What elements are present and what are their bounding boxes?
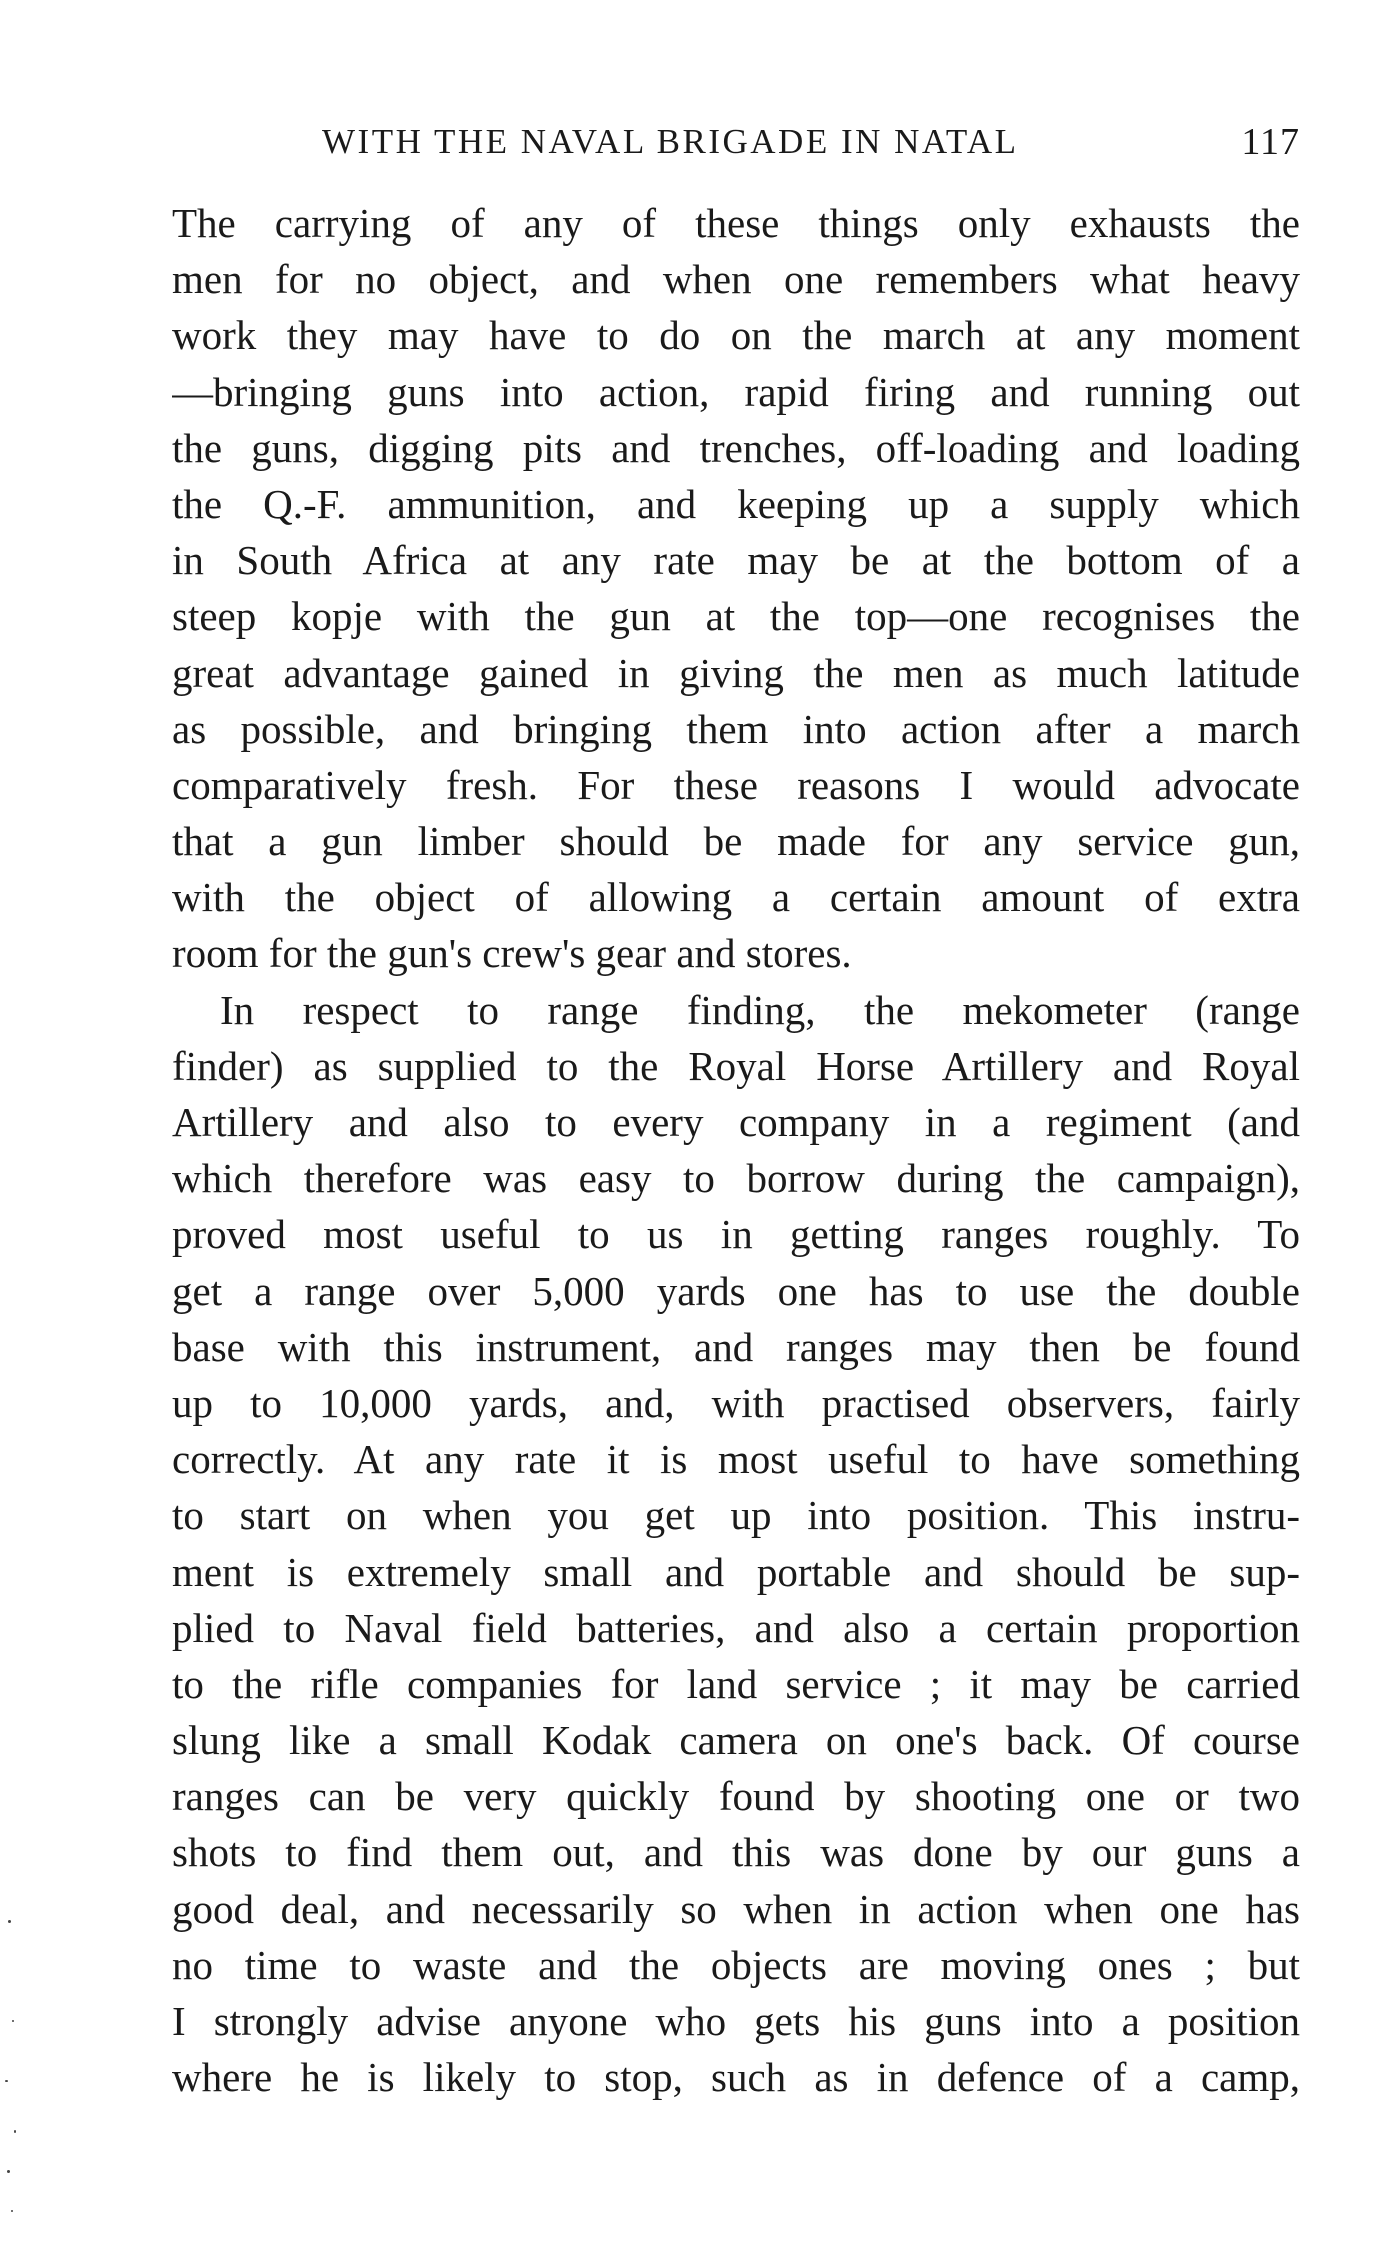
text-line: in South Africa at any rate may be at the bottom of a <box>172 537 1300 584</box>
text-line: finder) as supplied to the Royal Horse Artillery and Royal <box>172 1042 1300 1089</box>
scan-speck <box>11 2210 13 2212</box>
text-line: as possible, and bringing them into action after a march <box>172 705 1300 752</box>
text-line: I strongly advise anyone who gets his guns into a position <box>172 1998 1300 2044</box>
text-line: steep kopje with the gun at the top—one recognises the <box>172 593 1300 640</box>
scan-speck <box>5 2080 8 2082</box>
text-line: get a range over 5,000 yards one has to use the double <box>172 1267 1300 1314</box>
scan-speck <box>8 1920 11 1923</box>
text-line: to start on when you get up into position. This instru- <box>172 1492 1300 1539</box>
text-line: which therefore was easy to borrow during the campaign), <box>172 1155 1300 1202</box>
text-line: correctly. At any rate it is most useful to have something <box>172 1436 1300 1483</box>
text-line: men for no object, and when one remembers what heavy <box>172 256 1300 303</box>
page-number: 117 <box>1241 121 1300 163</box>
text-line: the Q.-F. ammunition, and keeping up a supply which <box>172 480 1300 527</box>
text-line: where he is likely to stop, such as in defence of a camp, <box>172 2054 1300 2101</box>
text-line: ranges can be very quickly found by shooting one or two <box>172 1773 1300 1820</box>
text-line: room for the gun's crew's gear and stores. <box>172 930 852 977</box>
text-line: base with this instrument, and ranges may then be found <box>172 1323 1300 1370</box>
text-line: comparatively fresh. For these reasons I would advocate <box>172 761 1300 808</box>
text-line: the guns, digging pits and trenches, off-loading and loading <box>172 424 1300 471</box>
text-line: no time to waste and the objects are moving ones ; but <box>172 1941 1300 1988</box>
text-line: good deal, and necessarily so when in action when one has <box>172 1885 1300 1932</box>
text-line: shots to find them out, and this was done by our guns a <box>172 1829 1300 1876</box>
text-line: ment is extremely small and portable and should be sup- <box>172 1548 1300 1595</box>
text-line: —bringing guns into action, rapid firing and running out <box>172 368 1300 415</box>
text-line: The carrying of any of these things only exhausts the <box>172 200 1300 246</box>
text-line: that a gun limber should be made for any service gun, <box>172 818 1300 865</box>
running-head <box>172 112 1300 172</box>
body-text <box>172 195 1300 2105</box>
text-line: to the rifle companies for land service ; it may be carried <box>172 1660 1300 1707</box>
text-line: slung like a small Kodak camera on one's back. Of course <box>172 1717 1300 1764</box>
text-line: In respect to range finding, the mekometer (range <box>220 986 1300 1033</box>
text-line: great advantage gained in giving the men as much latitude <box>172 649 1300 696</box>
text-line: work they may have to do on the march at any moment <box>172 312 1300 359</box>
text-line: up to 10,000 yards, and, with practised observers, fairly <box>172 1379 1300 1426</box>
scan-speck <box>14 2130 16 2133</box>
scan-speck <box>12 2020 14 2022</box>
text-line: Artillery and also to every company in a regiment (and <box>172 1099 1300 1145</box>
text-line: with the object of allowing a certain amount of extra <box>172 874 1300 921</box>
text-line: plied to Naval field batteries, and also a certain proportion <box>172 1604 1300 1651</box>
scan-speck <box>7 2170 10 2173</box>
scan-margin-specks <box>0 1900 30 2240</box>
text-line: proved most useful to us in getting ranges roughly. To <box>172 1211 1300 1258</box>
running-title: WITH THE NAVAL BRIGADE IN NATAL <box>322 122 1019 161</box>
